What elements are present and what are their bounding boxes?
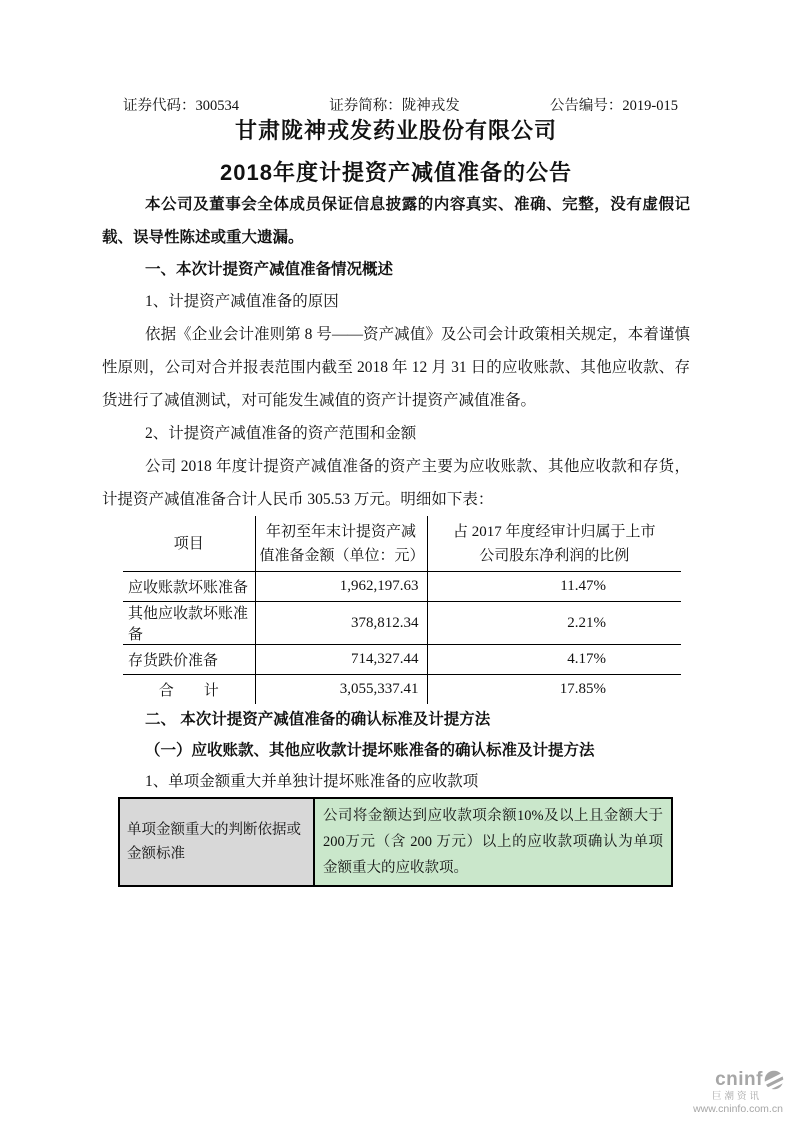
row-item-label: 应收账款坏账准备 (123, 572, 255, 602)
section-2-sub-2-heading: 1、单项金额重大并单独计提坏账准备的应收款项 (145, 773, 479, 790)
criteria-label-cell: 单项金额重大的判断依据或金额标准 (119, 798, 314, 886)
cninfo-logo-text: cninf (715, 1069, 763, 1090)
row-ratio-value: 4.17% (427, 645, 681, 675)
total-row-label: 合 计 (123, 675, 255, 705)
table-header-row (123, 516, 681, 572)
total-amount-value: 3,055,337.41 (255, 675, 427, 705)
row-amount-value: 378,812.34 (255, 602, 427, 645)
cninfo-watermark (688, 1070, 788, 1116)
total-ratio-value: 17.85% (427, 675, 681, 705)
section-2-heading: 二、 本次计提资产减值准备的确认标准及计提方法 (145, 711, 491, 728)
cninfo-chinese-name: 巨潮资讯 (711, 1090, 762, 1102)
announcement-title: 2018年度计提资产减值准备的公告 (220, 160, 572, 185)
column-header-amount: 年初至年末计提资产减值准备金额（单位：元） (255, 516, 427, 572)
cninfo-swirl-icon (764, 1070, 784, 1090)
stock-name-label: 证券简称：陇神戎发 (329, 98, 460, 114)
row-item-label: 存货跌价准备 (123, 645, 255, 675)
section-1-heading: 一、本次计提资产减值准备情况概述 (145, 261, 394, 278)
row-amount-value: 1,962,197.63 (255, 572, 427, 602)
announcement-no-label: 公告编号：2019-015 (549, 98, 678, 114)
section-1-sub-1-heading: 1、计提资产减值准备的原因 (145, 293, 339, 310)
table-row (123, 602, 681, 645)
cninfo-logo (688, 1070, 788, 1091)
impairment-scope-paragraph: 公司 2018 年度计提资产减值准备的资产主要为应收账款、其他应收款和存货，计提资产减值准备合计人民币 305.53 万元。明细如下表： (102, 458, 690, 508)
section-1-sub-2-heading: 2、计提资产减值准备的资产范围和金额 (145, 425, 417, 442)
criteria-row (119, 798, 672, 886)
row-item-label: 其他应收款坏账准备 (123, 602, 255, 645)
table-row (123, 645, 681, 675)
column-header-item: 项目 (123, 516, 255, 572)
criteria-value-cell: 公司将金额达到应收款项余额10%及以上且金额大于200万元（含 200 万元）以上的应收款项确认为单项金额重大的应收款项。 (314, 798, 672, 886)
table-total-row (123, 675, 681, 705)
column-header-ratio: 占 2017 年度经审计归属于上市公司股东净利润的比例 (427, 516, 681, 572)
row-ratio-value: 2.21% (427, 602, 681, 645)
significant-amount-criteria-table (118, 797, 673, 887)
section-2-sub-1-heading: （一）应收账款、其他应收款计提坏账准备的确认标准及计提方法 (145, 742, 595, 759)
row-amount-value: 714,327.44 (255, 645, 427, 675)
table-row (123, 572, 681, 602)
company-title: 甘肃陇神戎发药业股份有限公司 (234, 118, 557, 143)
row-ratio-value: 11.47% (427, 572, 681, 602)
stock-code-label: 证券代码：300534 (123, 98, 239, 114)
document-content (102, 0, 690, 887)
cninfo-url: www.cninfo.com.cn (693, 1103, 783, 1116)
impairment-reason-paragraph: 依据《企业会计准则第 8 号——资产减值》及公司会计政策相关规定，本着谨慎性原则，公司对合并报表范围内截至 2018 年 12 月 31 日的应收账款、其他应收款、存货进行了减值测试，对可能发生减值的资产计提资产减值准备。 (102, 326, 690, 409)
document-header (102, 97, 690, 116)
impairment-summary-table (123, 516, 681, 704)
disclaimer-paragraph: 本公司及董事会全体成员保证信息披露的内容真实、准确、完整，没有虚假记载、误导性陈述或重大遗漏。 (102, 196, 690, 246)
